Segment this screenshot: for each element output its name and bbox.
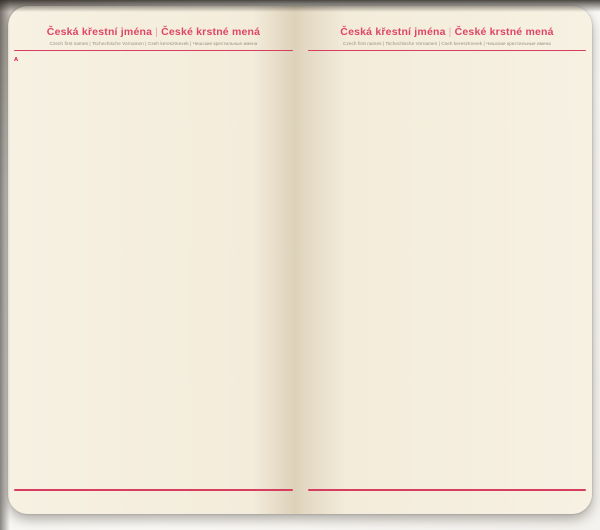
diary-spread	[8, 6, 592, 514]
header-rule	[14, 50, 293, 51]
page-subtitle: Czech first names | Tschechische Vornamen | Cseh keresztnevek | Чешские крестильные имена	[49, 41, 258, 46]
footer-rule	[14, 489, 293, 490]
name-column	[14, 56, 293, 486]
page-title	[308, 26, 586, 39]
section-letter: A	[14, 57, 19, 64]
name-columns	[308, 56, 586, 486]
page-content	[14, 26, 293, 491]
page-content	[308, 26, 586, 491]
page-right	[300, 6, 592, 514]
page-title	[14, 26, 293, 39]
title-slovak: České krstné mená	[161, 26, 261, 38]
title-czech: Česká křestní jména	[46, 26, 153, 38]
title-divider: |	[448, 26, 452, 38]
page-left	[8, 6, 300, 514]
footer-rule	[308, 489, 586, 490]
title-divider: |	[155, 26, 159, 38]
name-columns	[14, 56, 293, 486]
header-rule	[308, 50, 586, 51]
page-subtitle: Czech first names | Tschechische Vornamen | Cseh keresztnevek | Чешские крестильные имена	[343, 41, 551, 46]
title-slovak: České krstné mená	[454, 26, 554, 38]
title-czech: Česká křestní jména	[340, 26, 446, 38]
